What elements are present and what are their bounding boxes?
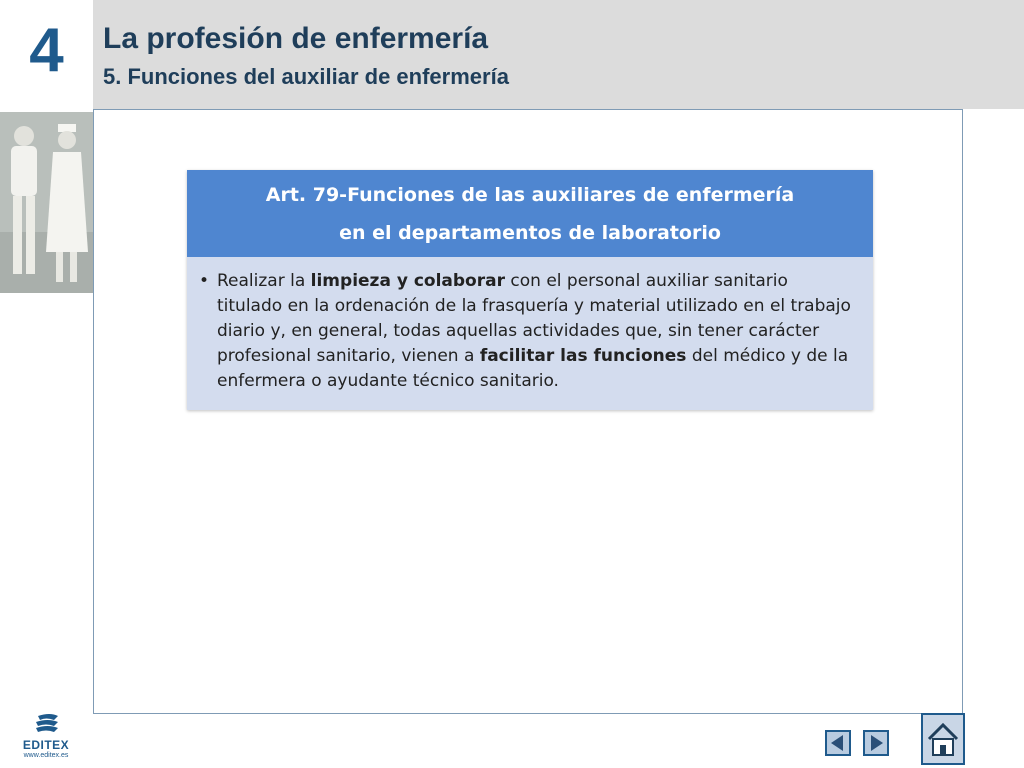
- page-subtitle: 5. Funciones del auxiliar de enfermería: [103, 64, 509, 89]
- editex-logo: [16, 712, 76, 760]
- card-header: [187, 170, 873, 257]
- body-text-1: Realizar la: [217, 271, 311, 291]
- next-button[interactable]: [863, 730, 889, 756]
- house-icon: [923, 715, 963, 763]
- bullet-icon: •: [199, 271, 210, 291]
- header-band: [93, 0, 1024, 109]
- chapter-box: [0, 0, 93, 109]
- card-heading-line1: Art. 79-Funciones de las auxiliares de enfermería: [265, 183, 795, 206]
- logo-name: EDITEX: [22, 738, 70, 752]
- card-heading-line2: en el departamentos de laboratorio: [339, 221, 721, 244]
- nurses-photo: [0, 112, 93, 293]
- body-text-3: del médico y de la enfermera o ayudante técnico sanitario.: [217, 346, 849, 391]
- triangle-right-icon: [865, 732, 887, 754]
- card-body: [187, 257, 873, 394]
- info-card: [187, 170, 873, 410]
- page-title: La profesión de enfermería: [103, 22, 489, 55]
- nurses-photo-illustration: [0, 112, 93, 293]
- home-button[interactable]: [921, 713, 965, 765]
- logo-url: www.editex.es: [23, 752, 69, 759]
- editex-logo-icon: [16, 712, 76, 738]
- prev-button[interactable]: [825, 730, 851, 756]
- chapter-number: 4: [29, 16, 64, 85]
- body-bold-1: limpieza y colaborar: [310, 271, 505, 291]
- triangle-left-icon: [827, 732, 849, 754]
- body-text-2: con el personal auxiliar sanitario titulado en la ordenación de la frasquería y material utilizado en el trabajo diario y, en general, todas aquellas actividades que, sin tener carácter profesional sanitario, vienen a: [217, 271, 851, 366]
- body-bold-2: facilitar las funciones: [479, 346, 687, 366]
